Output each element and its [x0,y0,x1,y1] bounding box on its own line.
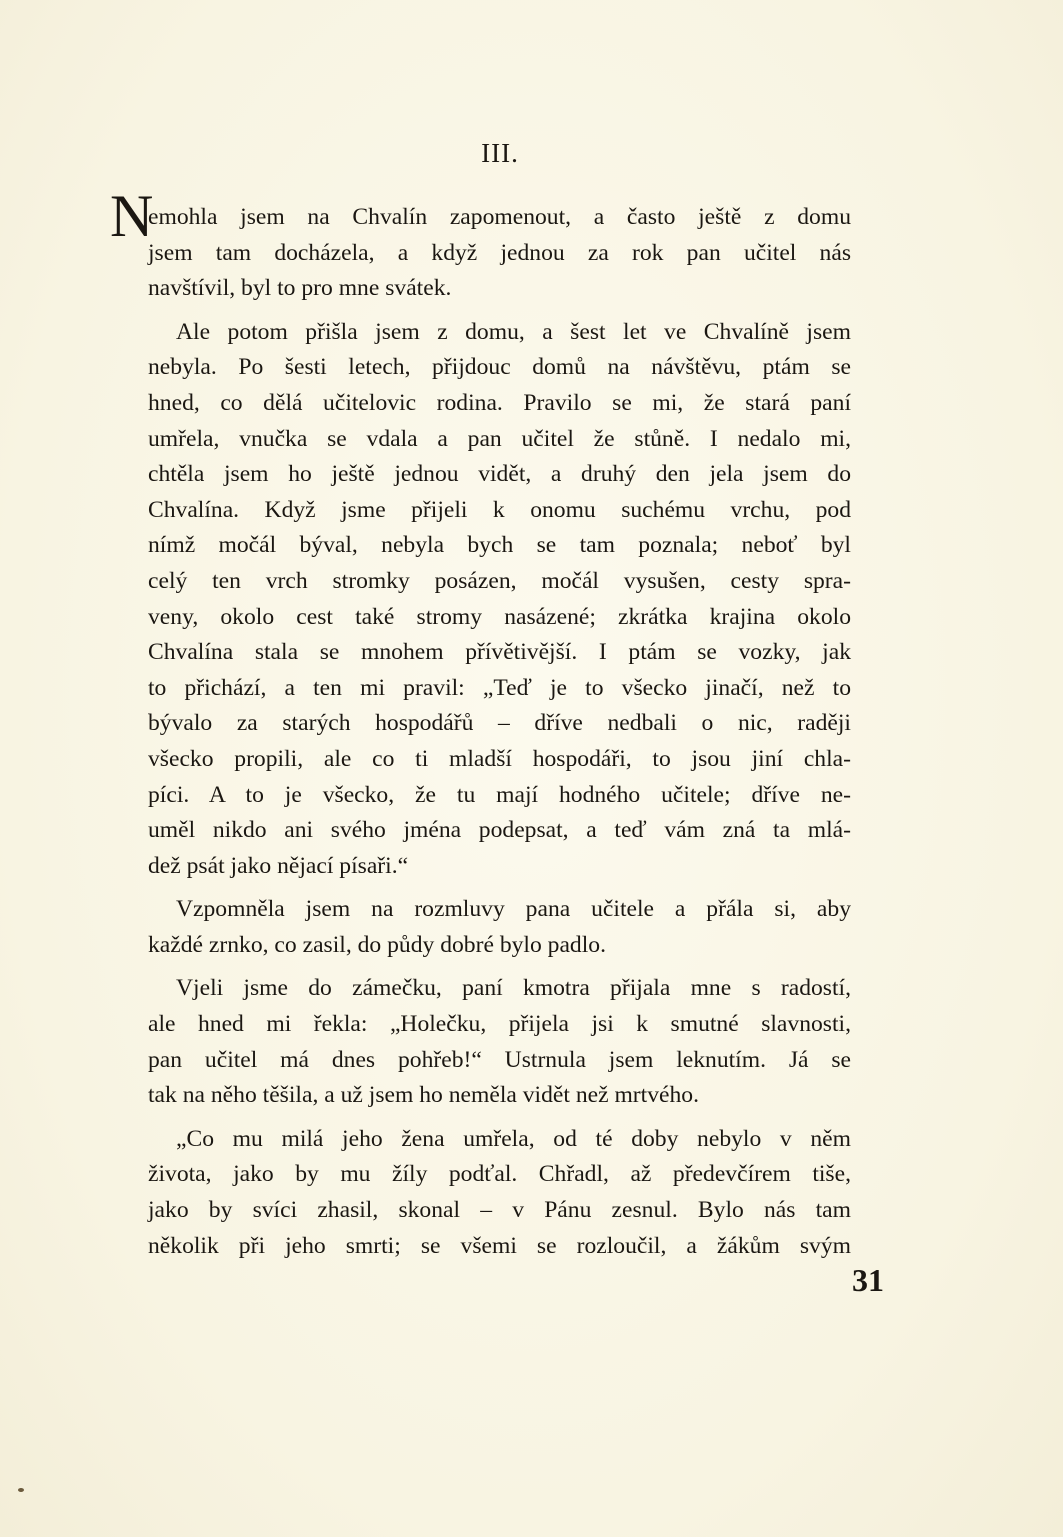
text-line: nebyla. Po šesti letech, přijdouc domů na návštěvu, ptám se [148,354,851,381]
drop-cap: N [110,183,154,249]
text-line: nímž močál býval, nebyla bych se tam poznala; neboť byl [148,532,851,559]
paragraph-3 [148,892,851,963]
paragraph-5 [148,1122,851,1264]
text-line: navštívil, byl to pro mne svátek. [148,275,452,302]
text-line: několik při jeho smrti; se všemi se rozloučil, a žákům svým [148,1232,851,1259]
text-line: celý ten vrch stromky posázen, močál vysušen, cesty spra- [148,567,851,594]
text-line: života, jako by mu žíly podťal. Chřadl, až předevčírem tiše, [148,1161,851,1188]
text-line: každé zrnko, co zasil, do půdy dobré bylo padlo. [148,931,606,958]
text-line: ale hned mi řekla: „Holečku, přijela jsi k smutné slavnosti, [148,1011,851,1038]
text-line: Vjeli jsme do zámečku, paní kmotra přijala mne s radostí, [176,975,851,1002]
text-line: dež psát jako nějací písaři.“ [148,852,409,879]
text-line: jako by svíci zhasil, skonal – v Pánu zesnul. Bylo nás tam [148,1197,851,1224]
page-number: 31 [852,1262,884,1298]
text-line: „Co mu milá jeho žena umřela, od té doby nebylo v něm [176,1125,851,1152]
text-line: hned, co dělá učitelovic rodina. Pravilo se mi, že stará paní [148,389,851,416]
text-line: tak na něho těšila, a už jsem ho neměla vidět než mrtvého. [148,1082,699,1109]
text-line: všecko propili, ale co ti mladší hospodáři, to jsou jiní chla- [148,745,851,772]
text-line: pan učitel má dnes pohřeb!“ Ustrnula jsem leknutím. Já se [148,1046,851,1073]
text-line: píci. A to je všecko, že tu mají hodného učitele; dříve ne- [148,781,851,808]
text-line: veny, okolo cest také stromy nasázené; zkrátka krajina okolo [148,603,851,630]
text-line: Vzpomněla jsem na rozmluvy pana učitele a přála si, aby [176,896,851,923]
text-line: uměl nikdo ani svého jména podepsat, a teď vám zná ta mlá- [148,817,851,844]
text-line: Ale potom přišla jsem z domu, a šest let ve Chvalíně jsem [176,318,851,345]
body-text [110,183,851,1272]
text-line: bývalo za starých hospodářů – dříve nedbali o nic, raději [148,710,851,737]
text-line: umřela, vnučka se vdala a pan učitel že stůně. I nedalo mi, [148,425,851,452]
paper-speck [18,1488,24,1492]
paragraph-4 [148,971,851,1113]
text-line: to přichází, a ten mi pravil: „Teď je to všecko jinačí, než to [148,674,851,701]
text-line: Chvalína. Když jsme přijeli k onomu suchému vrchu, pod [148,496,851,523]
paragraph-1 [110,183,851,307]
text-line: jsem tam docházela, a když jednou za rok pan učitel nás [148,239,851,266]
chapter-heading: III. [481,138,519,168]
paragraph-2 [148,315,851,885]
text-line: chtěla jsem ho ještě jednou vidět, a druhý den jela jsem do [148,461,851,488]
text-line: emohla jsem na Chvalín zapomenout, a často ještě z domu [148,204,851,230]
text-line: Chvalína stala se mnohem přívětivější. I ptám se vozky, jak [148,639,851,666]
